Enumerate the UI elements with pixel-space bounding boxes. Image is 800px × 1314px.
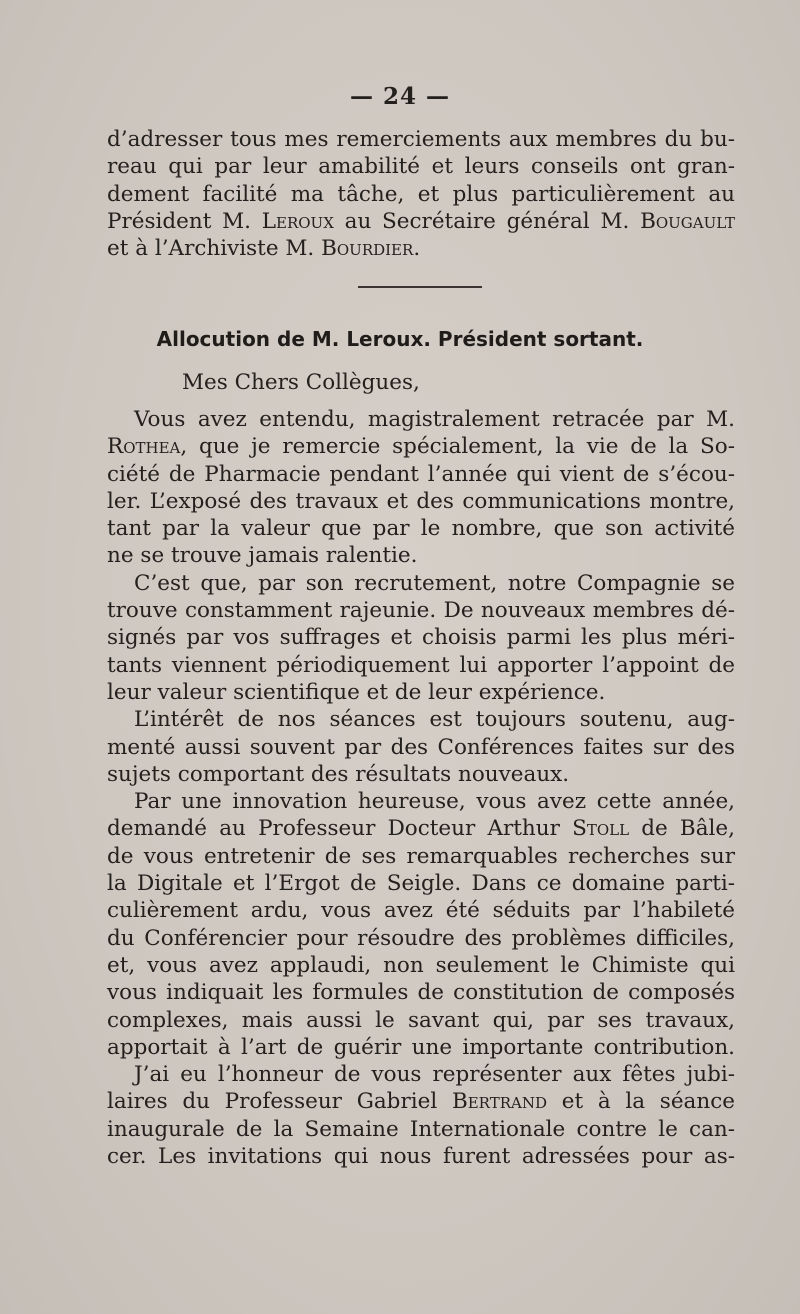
text-line: signés par vos suffrages et choisis parmi les plus méri-: [107, 625, 735, 651]
text-line: menté aussi souvent par des Conférences faites sur des: [107, 734, 735, 760]
text-line: complexes, mais aussi le savant qui, par ses travaux,: [107, 1007, 735, 1033]
text-line: inaugurale de la Semaine Internationale contre le can-: [107, 1116, 735, 1142]
text-line: laires du Professeur Gabriel Bertrand et à la séance: [107, 1089, 735, 1115]
text-line: la Digitale et l’Ergot de Seigle. Dans ce domaine parti-: [107, 871, 735, 897]
text-line: demandé au Professeur Docteur Arthur Stoll de Bâle,: [107, 816, 735, 842]
intro-paragraph: [107, 126, 735, 262]
section-heading: Allocution de M. Leroux. Président sortant.: [156, 327, 644, 351]
text-line: tant par la valeur que par le nombre, que son activité: [107, 516, 735, 542]
text-line: ciété de Pharmacie pendant l’année qui vient de s’écou-: [107, 461, 735, 487]
text-line: cer. Les invitations qui nous furent adressées pour as-: [107, 1144, 735, 1170]
page-number: — 24 —: [349, 83, 451, 110]
text-line: et à l’Archiviste M. Bourdier.: [107, 236, 421, 262]
text-line: tants viennent périodiquement lui apporter l’appoint de: [107, 652, 735, 678]
section-divider: [358, 286, 482, 288]
text-line: L’intérêt de nos séances est toujours soutenu, aug-: [134, 707, 735, 733]
text-line: Vous avez entendu, magistralement retracée par M.: [134, 407, 735, 432]
text-line: trouve constamment rajeunie. De nouveaux membres dé-: [107, 598, 735, 624]
text-line: du Conférencier pour résoudre des problèmes difficiles,: [107, 925, 735, 951]
text-line: J’ai eu l’honneur de vous représenter aux fêtes jubi-: [134, 1062, 735, 1088]
salutation: Mes Chers Collègues,: [182, 370, 420, 395]
text-line: leur valeur scientifique et de leur expérience.: [107, 679, 606, 705]
text-line: de vous entretenir de ses remarquables recherches sur: [107, 843, 735, 869]
text-line: Président M. Leroux au Secrétaire général M. Bougault: [107, 208, 736, 234]
text-line: C’est que, par son recrutement, notre Compagnie se: [134, 570, 735, 596]
text-line: et, vous avez applaudi, non seulement le Chimiste qui: [107, 952, 735, 978]
text-line: dement facilité ma tâche, et plus particulièrement au: [107, 181, 735, 207]
speech-body: [107, 406, 735, 1170]
text-line: ler. L’exposé des travaux et des communications montre,: [107, 488, 735, 514]
text-line: ne se trouve jamais ralentie.: [107, 543, 418, 569]
text-line: Par une innovation heureuse, vous avez cette année,: [134, 789, 735, 815]
text-line: vous indiquait les formules de constitution de composés: [107, 980, 735, 1006]
text-line: apportait à l’art de guérir une importante contribution.: [107, 1034, 735, 1060]
text-line: culièrement ardu, vous avez été séduits par l’habileté: [107, 898, 735, 924]
text-line: sujets comportant des résultats nouveaux.: [107, 761, 570, 787]
text-line: Rothea, que je remercie spécialement, la vie de la So-: [107, 434, 735, 460]
text-line: reau qui par leur amabilité et leurs conseils ont gran-: [107, 154, 735, 180]
text-line: d’adresser tous mes remerciements aux membres du bu-: [107, 127, 735, 152]
